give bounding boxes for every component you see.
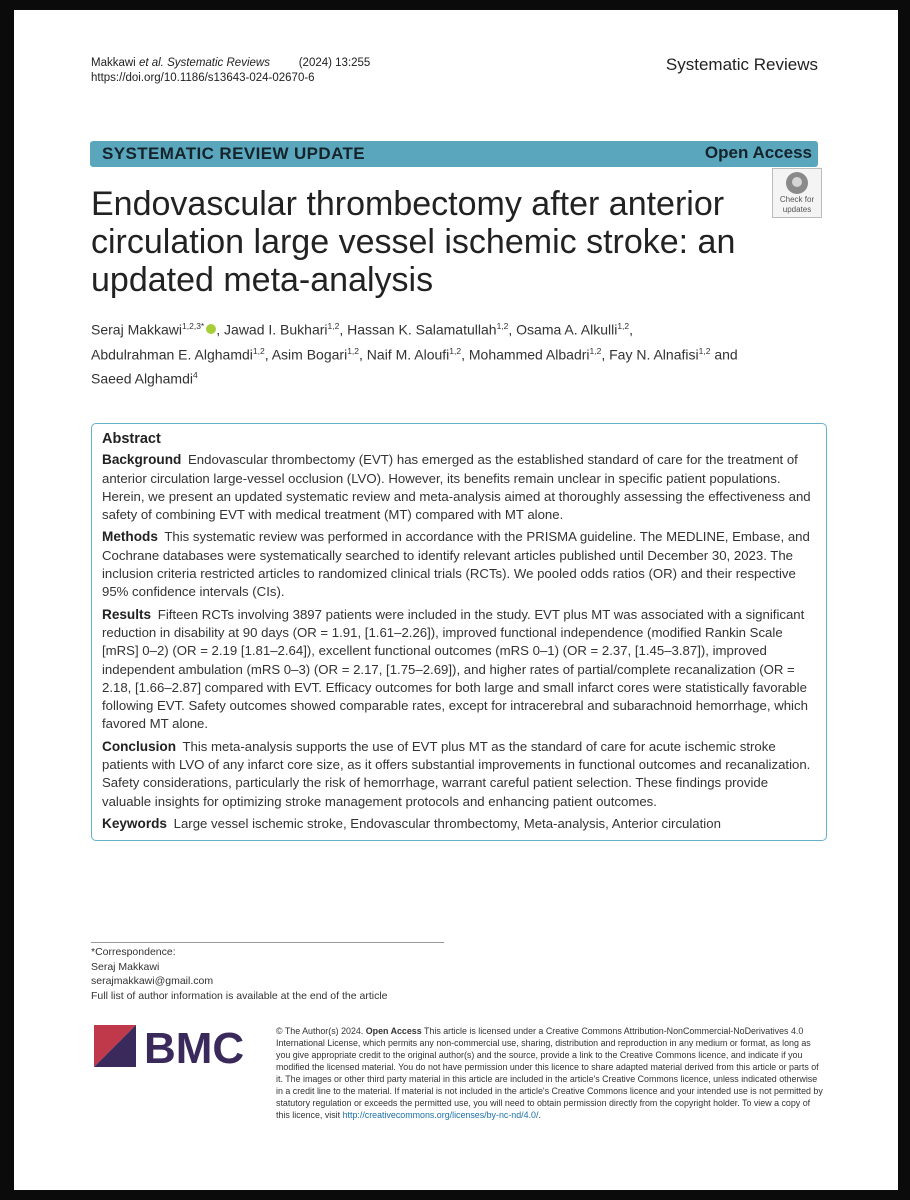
author-affiliation: 1,2 <box>449 345 462 356</box>
open-access-label: Open Access <box>704 143 812 162</box>
bmc-logo-text: BMC <box>144 1025 245 1067</box>
keywords-text: Large vessel ischemic stroke, Endovascular thrombectomy, Meta-analysis, Anterior circulation <box>173 815 721 831</box>
article-type-banner <box>90 141 818 167</box>
check-updates-line2: updates <box>782 205 812 214</box>
conclusion-label: Conclusion <box>102 738 177 754</box>
author-name: Fay N. Alnafisi <box>609 346 699 363</box>
correspondence-email[interactable]: serajmakkawi@gmail.com <box>91 975 214 987</box>
check-updates-line1: Check for <box>779 195 815 204</box>
author-affiliation: 1,2 <box>252 345 265 356</box>
author-name: Hassan K. Salamatullah <box>347 321 497 338</box>
author-affiliation: 1,2 <box>496 321 509 331</box>
author-affiliation: 1,2,3* <box>182 321 205 331</box>
author-name: Saeed Alghamdi <box>91 370 193 387</box>
cite-authors: Makkawi <box>91 57 139 69</box>
author-name: Seraj Makkawi <box>91 321 183 338</box>
abstract-methods <box>102 528 816 601</box>
authors-and: and <box>714 346 738 363</box>
methods-text: This systematic review was performed in accordance with the PRISMA guideline. The MEDLINE, Embase, and Cochrane databases were systematically searched to identify relevant articles published until December 30, 2023. The inclusion criteria restricted articles to randomized clinical trials (RCTs). We pooled odds ratios (OR) and their respective 95% confidence intervals (CIs). <box>102 529 810 600</box>
check-updates-icon <box>786 172 808 194</box>
methods-label: Methods <box>102 529 158 545</box>
correspondence-name: Seraj Makkawi <box>91 960 160 973</box>
author-name: Jawad I. Bukhari <box>224 321 328 338</box>
background-label: Background <box>102 452 182 468</box>
citation-header <box>91 56 370 86</box>
author-affiliation: 1,2 <box>347 345 360 356</box>
cite-year-volume: (2024) 13:255 <box>298 57 371 69</box>
abstract-background <box>102 451 816 524</box>
keywords-label: Keywords <box>102 815 167 831</box>
author-affiliation: 4 <box>192 370 198 381</box>
doi-link[interactable]: https://doi.org/10.1186/s13643-024-02670-6 <box>91 72 315 84</box>
author-affiliation: 1,2 <box>589 345 602 356</box>
journal-name: Systematic Reviews <box>665 55 818 74</box>
footnote-divider <box>91 942 444 943</box>
author-info-note: Full list of author information is available at the end of the article <box>91 989 388 1002</box>
check-for-updates-badge[interactable] <box>772 168 822 218</box>
license-end: . <box>538 1110 541 1120</box>
license-link[interactable]: http://creativecommons.org/licenses/by-nc-nd/4.0/ <box>342 1110 539 1120</box>
conclusion-text: This meta-analysis supports the use of EVT plus MT as the standard of care for acute ischemic stroke patients with LVO of any infarct core size, as it offers substantial improvements in functional outcomes and recanalization. Safety considerations, particularly the risk of hemorrhage, warrant careful patient selection. These findings provide valuable insights for optimizing stroke management protocols and enhancing patient outcomes. <box>102 738 811 809</box>
author-affiliation: 1,2 <box>327 321 340 331</box>
bmc-logo <box>94 1025 254 1067</box>
author-name: Osama A. Alkulli <box>516 321 618 338</box>
orcid-icon[interactable] <box>206 324 216 334</box>
author-name: Mohammed Albadri <box>468 346 590 363</box>
author-name: Asim Bogari <box>271 346 348 363</box>
abstract-results <box>102 606 816 734</box>
license-copyright: © The Author(s) 2024. <box>276 1026 364 1036</box>
abstract-conclusion <box>102 738 816 811</box>
correspondence-label: *Correspondence: <box>91 946 176 958</box>
background-text: Endovascular thrombectomy (EVT) has emerged as the established standard of care for the treatment of anterior circulation large-vessel occlusion (LVO). However, its benefits remain unclear in specific patient populations. Herein, we present an updated systematic review and meta-analysis aimed at thoroughly assessing the effectiveness and safety of combining EVT with medical treatment (MT) compared with MT alone. <box>102 452 811 523</box>
cite-journal: et al. Systematic Reviews <box>138 57 270 69</box>
article-type: SYSTEMATIC REVIEW UPDATE <box>102 144 366 163</box>
author-affiliation: 1,2 <box>698 345 711 356</box>
article-title: Endovascular thrombectomy after anterior circulation large vessel ischemic stroke: an updated meta-analysis <box>91 185 736 299</box>
paper-page <box>14 10 898 1190</box>
license-open-access: Open Access <box>365 1026 422 1036</box>
abstract-box <box>91 423 827 841</box>
correspondence-block <box>91 945 388 1003</box>
author-name: Abdulrahman E. Alghamdi <box>91 346 253 363</box>
results-label: Results <box>102 606 152 622</box>
abstract-keywords <box>102 815 816 833</box>
author-name: Naif M. Aloufi <box>366 346 450 363</box>
author-list: Seraj Makkawi$^{1,2,3*}$ , Jawad I. Bukhari$^{1,2}$, Hassan K. Salamatullah$^{1,2}$, Osama A. Alkulli$^{1,2}$, Abdulrahman E. Alghamdi$^{1,2}$, Asim Bogari$^{1,2}$, Naif M. Aloufi$^{1,2}$, Mohammed Albadri$^{1,2}$, Fay N. Alnafisi$^{1,2}$ and Saeed Alghamdi$^4$ <box>91 321 738 387</box>
abstract-heading: Abstract <box>102 431 161 447</box>
results-text: Fifteen RCTs involving 3897 patients were included in the study. EVT plus MT was associated with a significant reduction in disability at 90 days (OR = 1.91, [1.61–2.26]), improved functional independence (modified Rankin Scale [mRS] 0–2) (OR = 2.19 [1.81–2.64]), excellent functional outcomes (mRS 0–1) (OR = 2.37, [1.45–3.87]), improved independent ambulation (mRS 0–3) (OR = 2.17, [1.75–2.69]), and higher rates of partial/complete recanalization (OR = 2.18, [1.66–2.87] compared with EVT. Efficacy outcomes for both large and small infarct cores were statistically favorable following EVT. Safety outcomes showed comparable rates, except for intracerebral and subarachnoid hemorrhage, which favored MT alone. <box>102 606 808 732</box>
author-affiliation: 1,2 <box>617 321 630 331</box>
license-body: This article is licensed under a Creative Commons Attribution-NonCommercial-NoDerivatives 4.0 International License, which permits any non-commercial use, sharing, distribution and reproduction in any medium or format, as long as you give appropriate credit to the original author(s) and the source, provide a link to the Creative Commons licence, and indicate if you modified the licensed material. You do not have permission under this licence to share adapted material derived from this article or parts of it. The images or other third party material in this article are included in the article's Creative Commons licence, unless indicated otherwise in a credit line to the material. If material is not included in the article's Creative Commons licence and your intended use is not permitted by statutory regulation or exceeds the permitted use, you will need to obtain permission directly from the copyright holder. To view a copy of this licence, visit <box>276 1026 823 1120</box>
license-text <box>276 1025 824 1121</box>
